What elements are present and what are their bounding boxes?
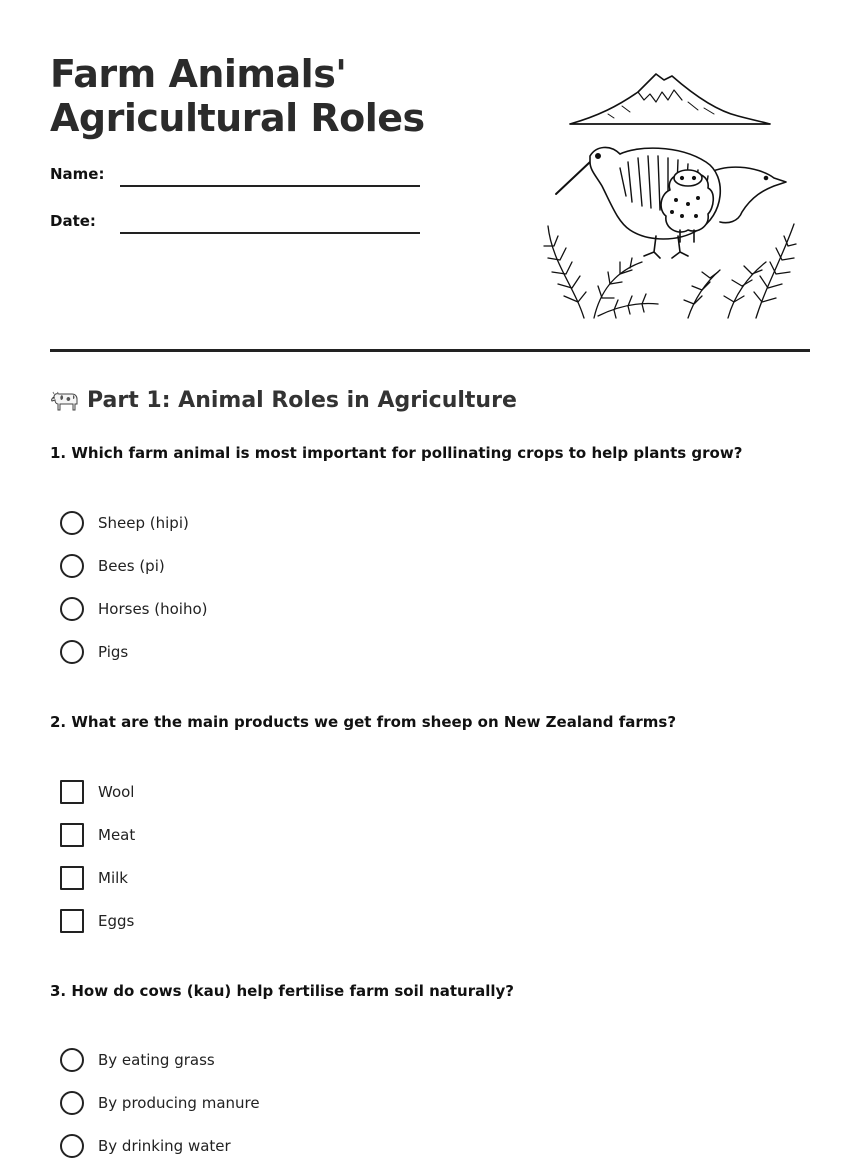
option-label: Meat (98, 826, 136, 844)
option-label: By drinking water (98, 1137, 231, 1155)
section-title-text: Part 1: Animal Roles in Agriculture (87, 388, 517, 413)
q2-option-2[interactable] (60, 823, 135, 847)
mountain-icon (570, 74, 770, 124)
radio-button[interactable] (60, 554, 84, 578)
checkbox[interactable] (60, 909, 84, 933)
option-label: Milk (98, 869, 128, 887)
q3-option-2[interactable] (60, 1091, 260, 1115)
q2-option-3[interactable] (60, 866, 128, 890)
title-line-2: Agricultural Roles (50, 96, 425, 140)
option-label: Pigs (98, 643, 129, 661)
radio-button[interactable] (60, 1091, 84, 1115)
option-label: By producing manure (98, 1094, 260, 1112)
q3-option-1[interactable] (60, 1048, 215, 1072)
radio-button[interactable] (60, 511, 84, 535)
date-label: Date: (50, 212, 96, 230)
q1-option-2[interactable] (60, 554, 165, 578)
q1-option-1[interactable] (60, 511, 189, 535)
question-1: 1. Which farm animal is most important for pollinating crops to help plants grow? (50, 444, 743, 462)
question-2: 2. What are the main products we get from sheep on New Zealand farms? (50, 713, 677, 731)
option-label: Sheep (hipi) (98, 514, 189, 532)
cow-icon (50, 389, 80, 413)
option-label: Wool (98, 783, 135, 801)
q2-option-4[interactable] (60, 909, 134, 933)
date-field (50, 212, 422, 236)
checkbox[interactable] (60, 823, 84, 847)
worksheet-title (50, 52, 425, 140)
radio-button[interactable] (60, 597, 84, 621)
section-title (50, 388, 517, 413)
date-input-line[interactable] (120, 232, 420, 234)
fern-left-icon (544, 226, 658, 318)
option-label: Bees (pi) (98, 557, 165, 575)
option-label: By eating grass (98, 1051, 215, 1069)
nz-animals-illustration (538, 66, 802, 324)
option-label: Eggs (98, 912, 135, 930)
checkbox[interactable] (60, 866, 84, 890)
q1-option-4[interactable] (60, 640, 128, 664)
name-field (50, 165, 422, 189)
option-label: Horses (hoiho) (98, 600, 208, 618)
radio-button[interactable] (60, 1048, 84, 1072)
name-input-line[interactable] (120, 185, 420, 187)
title-line-1: Farm Animals' (50, 52, 347, 96)
question-3: 3. How do cows (kau) help fertilise farm soil naturally? (50, 982, 515, 1000)
radio-button[interactable] (60, 1134, 84, 1158)
fern-right-icon (684, 224, 796, 318)
name-label: Name: (50, 165, 105, 183)
q3-option-3[interactable] (60, 1134, 231, 1158)
header-divider (50, 349, 810, 352)
q1-option-3[interactable] (60, 597, 208, 621)
q2-option-1[interactable] (60, 780, 134, 804)
radio-button[interactable] (60, 640, 84, 664)
checkbox[interactable] (60, 780, 84, 804)
